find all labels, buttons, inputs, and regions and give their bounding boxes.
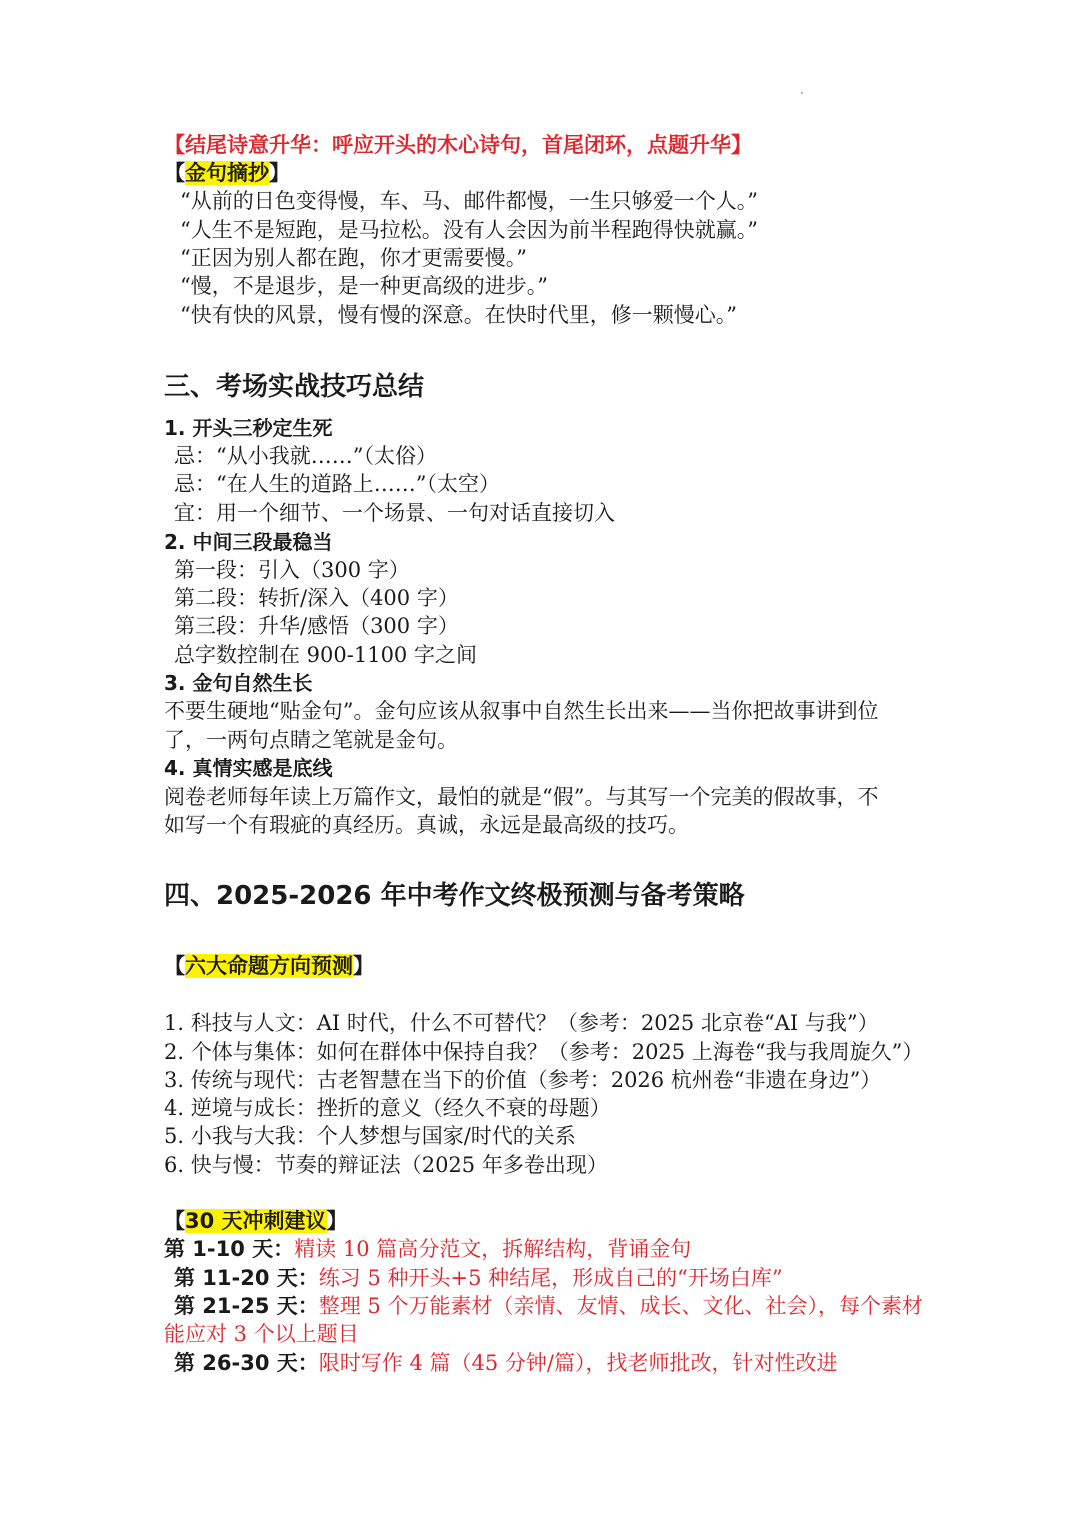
sprint-plan: 限时写作 4 篇（45 分钟/篇），找老师批改，针对性改进 xyxy=(318,1351,838,1375)
sprint-row xyxy=(174,1264,783,1292)
sprint-row xyxy=(174,1292,923,1320)
quote-item: “从前的日色变得慢，车、马、邮件都慢，一生只够爱一个人。” xyxy=(180,189,758,213)
prediction-item: 3. 传统与现代：古老智慧在当下的价值（参考：2026 杭州卷“非遗在身边”） xyxy=(164,1068,882,1092)
quote-item: “慢，不是退步，是一种更高级的进步。” xyxy=(180,274,548,298)
sprint-row xyxy=(164,1235,691,1263)
tip1-title: 1. 开头三秒定生死 xyxy=(164,416,333,440)
predictions-heading: 【六大命题方向预测】 xyxy=(164,954,374,978)
quotes-heading-title: 金句摘抄 xyxy=(185,161,269,185)
tip2-line: 第三段：升华/感悟（300 字） xyxy=(174,614,459,638)
tip3-line: 不要生硬地“贴金句”。金句应该从叙事中自然生长出来——当你把故事讲到位 xyxy=(164,699,879,723)
sprint-plan: 能应对 3 个以上题目 xyxy=(164,1322,359,1346)
quotes-heading: 【金句摘抄】 xyxy=(164,161,290,185)
sprint-plan: 整理 5 个万能素材（亲情、友情、成长、文化、社会），每个素材 xyxy=(318,1294,924,1318)
prediction-item: 2. 个体与集体：如何在群体中保持自我？（参考：2025 上海卷“我与我周旋久”） xyxy=(164,1040,924,1064)
tip2-line: 第二段：转折/深入（400 字） xyxy=(174,586,459,610)
tip1-line: 宜：用一个细节、一个场景、一句对话直接切入 xyxy=(174,501,615,525)
section4-heading: 四、2025-2026 年中考作文终极预测与备考策略 xyxy=(164,881,745,911)
sprint-day: 第 11-20 天： xyxy=(174,1266,319,1290)
tip3-line: 了，一两句点睛之笔就是金句。 xyxy=(164,728,458,752)
tip2-title: 2. 中间三段最稳当 xyxy=(164,530,333,554)
tip4-line: 如写一个有瑕疵的真经历。真诚，永远是最高级的技巧。 xyxy=(164,813,689,837)
sprint-row xyxy=(174,1349,837,1377)
quote-item: “正因为别人都在跑，你才更需要慢。” xyxy=(180,246,527,270)
sprint-row xyxy=(164,1320,359,1348)
tip4-title: 4. 真情实感是底线 xyxy=(164,756,333,780)
tip2-line: 第一段：引入（300 字） xyxy=(174,558,410,582)
predictions-heading-title: 六大命题方向预测 xyxy=(185,954,353,978)
tip4-line: 阅卷老师每年读上万篇作文，最怕的就是“假”。与其写一个完美的假故事，不 xyxy=(164,785,879,809)
sprint-day: 第 26-30 天： xyxy=(174,1351,319,1375)
prediction-item: 4. 逆境与成长：挫折的意义（经久不衰的母题） xyxy=(164,1096,611,1120)
quote-item: “人生不是短跑，是马拉松。没有人会因为前半程跑得快就赢。” xyxy=(180,218,758,242)
section3-heading: 三、考场实战技巧总结 xyxy=(164,372,425,402)
prediction-item: 6. 快与慢：节奏的辩证法（2025 年多卷出现） xyxy=(164,1153,608,1177)
ending-note: 【结尾诗意升华：呼应开头的木心诗句，首尾闭环，点题升华】 xyxy=(164,133,752,157)
tip2-line: 总字数控制在 900-1100 字之间 xyxy=(174,643,477,667)
prediction-item: 1. 科技与人文：AI 时代，什么不可替代？（参考：2025 北京卷“AI 与我”） xyxy=(164,1011,879,1035)
sprint-plan: 精读 10 篇高分范文，拆解结构，背诵金句 xyxy=(294,1237,692,1261)
prediction-item: 5. 小我与大我：个人梦想与国家/时代的关系 xyxy=(164,1124,576,1148)
quote-item: “快有快的风景，慢有慢的深意。在快时代里，修一颗慢心。” xyxy=(180,303,737,327)
scan-speck xyxy=(801,92,803,94)
tip3-title: 3. 金句自然生长 xyxy=(164,671,313,695)
tip1-line: 忌：“在人生的道路上……”（太空） xyxy=(174,472,500,496)
sprint-day: 第 1-10 天： xyxy=(164,1237,295,1261)
sprint-heading-title: 30 天冲刺建议 xyxy=(185,1209,327,1233)
sprint-day: 第 21-25 天： xyxy=(174,1294,319,1318)
tip1-line: 忌：“从小我就……”（太俗） xyxy=(174,444,437,468)
sprint-heading: 【30 天冲刺建议】 xyxy=(164,1209,348,1233)
sprint-plan: 练习 5 种开头+5 种结尾，形成自己的“开场白库” xyxy=(318,1266,783,1290)
